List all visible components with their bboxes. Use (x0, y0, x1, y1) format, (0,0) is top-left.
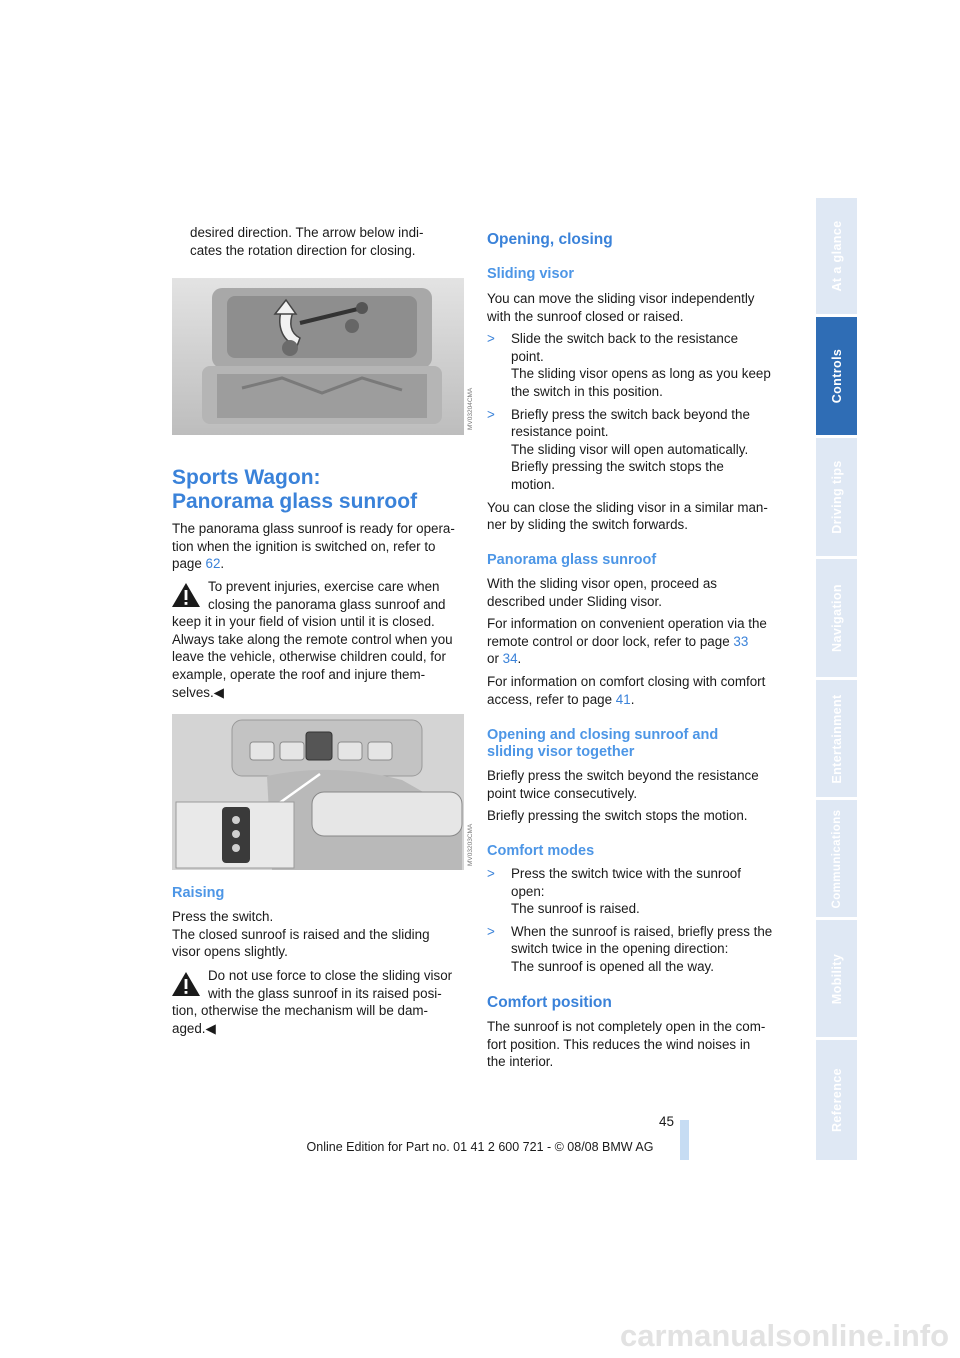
ready-paragraph (172, 520, 472, 573)
text-line: The sliding visor will open automatically. (511, 441, 749, 457)
text-line: ner by sliding the switch forwards. (487, 517, 688, 533)
text-line: tion when the ignition is switched on, refer to (172, 538, 436, 554)
page-link[interactable]: 41 (615, 691, 631, 707)
text-line: Press the switch twice with the sunroof (511, 866, 741, 881)
text-line: aged.◀ (172, 1020, 216, 1036)
tab-label: Communications (830, 809, 843, 908)
opening-closing-heading: Opening, closing (487, 231, 613, 248)
tab-driving-tips[interactable] (816, 438, 857, 556)
tab-label: Driving tips (829, 460, 844, 534)
text-line: Briefly pressing the switch stops the (511, 459, 724, 475)
page-number: 45 (658, 1114, 674, 1129)
text-line: The sunroof is raised. (511, 901, 640, 917)
edition-footer: Online Edition for Part no. 01 41 2 600 721 - © 08/08 BMW AG (306, 1140, 654, 1154)
title-line: Panorama glass sunroof (172, 490, 418, 513)
text-fragment: . (630, 691, 635, 707)
text-line: keep it in your field of vision until it is closed. (172, 614, 435, 630)
comfort-modes-heading: Comfort modes (487, 843, 595, 859)
tab-navigation[interactable] (816, 559, 857, 677)
figure-code: MV03204CMA (467, 387, 474, 430)
title-line: Sports Wagon: (172, 466, 321, 489)
comfort-modes-section (487, 865, 787, 976)
tab-label: At a glance (829, 220, 844, 292)
tab-entertainment[interactable] (816, 680, 857, 797)
bullet-marker: > (487, 923, 495, 939)
tab-controls[interactable] (816, 317, 857, 435)
text-line: selves.◀ (172, 684, 224, 700)
text-fragment: remote control or door lock, refer to page (487, 633, 734, 649)
overhead-console-photo (172, 714, 464, 870)
panorama-sunroof-heading: Panorama glass sunroof (487, 552, 657, 568)
text-line: closing the panorama glass sunroof and (208, 596, 446, 612)
text-line: Press the switch. (172, 909, 274, 924)
text-line: Slide the switch back to the resistance (511, 331, 739, 347)
heading-line: sliding visor together (487, 744, 635, 760)
text-line: With the sliding visor open, proceed as (487, 576, 717, 591)
text-line: desired direction. The arrow below indi- (190, 225, 424, 240)
text-line: with the glass sunroof in its raised posi- (208, 985, 442, 1001)
text-line: resistance point. (511, 424, 609, 440)
text-line (487, 650, 787, 668)
text-fragment: page (172, 556, 206, 572)
text-line: The sunroof is not completely open in the com- (487, 1019, 766, 1034)
section-title (172, 466, 472, 514)
raising-heading: Raising (172, 885, 225, 901)
text-line: You can move the sliding visor independently (487, 291, 755, 306)
sunroof-crank-illustration (172, 278, 464, 435)
text-line: cates the rotation direction for closing. (190, 242, 416, 258)
intro-text (190, 224, 470, 259)
text-line: Do not use force to close the sliding visor (208, 968, 453, 983)
text-line: To prevent injuries, exercise care when (208, 579, 440, 594)
text-line: point twice consecutively. (487, 785, 638, 801)
text-line: tion, otherwise the mechanism will be dam- (172, 1003, 429, 1019)
bullet-marker: > (487, 331, 495, 347)
text-line: The sunroof is opened all the way. (511, 958, 714, 974)
sliding-visor-heading: Sliding visor (487, 266, 575, 282)
text-line: open: (511, 883, 545, 899)
text-line: visor opens slightly. (172, 944, 288, 960)
text-fragment: or (487, 651, 503, 667)
tab-at-a-glance[interactable] (816, 198, 857, 314)
tab-label: Mobility (829, 953, 844, 1004)
together-section (487, 767, 787, 825)
tab-communications[interactable] (816, 800, 857, 917)
text-line: point. (511, 348, 544, 364)
text-line: When the sunroof is raised, briefly press the (511, 923, 773, 939)
comfort-position-heading: Comfort position (487, 994, 612, 1011)
overhead-console-illustration (172, 714, 464, 870)
text-line: For information on comfort closing with comfort (487, 673, 766, 689)
text-fragment: access, refer to page (487, 691, 616, 707)
text-line: Always take along the remote control when you (172, 631, 453, 647)
list-item (487, 330, 787, 400)
text-line: Briefly press the switch back beyond the (511, 406, 750, 422)
warning-text-injuries (172, 578, 472, 701)
tab-label: Reference (829, 1067, 844, 1133)
tab-label: Navigation (829, 584, 844, 652)
text-fragment: . (517, 651, 522, 667)
figure-code: MV03203CMA (467, 823, 474, 866)
tab-mobility[interactable] (816, 920, 857, 1037)
text-line: with the sunroof closed or raised. (487, 308, 684, 324)
text-line (172, 555, 472, 573)
text-line (487, 691, 787, 709)
text-fragment: . (220, 556, 225, 572)
page-link[interactable]: 62 (205, 556, 221, 572)
warning-text-force (172, 967, 472, 1037)
text-line: leave the vehicle, otherwise children could, for (172, 649, 446, 665)
text-line: the interior. (487, 1054, 554, 1070)
tab-label: Entertainment (829, 693, 844, 784)
tab-label: Controls (829, 348, 844, 404)
sunroof-crank-photo (172, 278, 464, 435)
text-line: Briefly press the switch beyond the resistance (487, 768, 759, 783)
watermark: carmanualsonline.info (620, 1318, 950, 1353)
text-line: example, operate the roof and injure them- (172, 666, 426, 682)
text-line: Briefly pressing the switch stops the motion. (487, 808, 748, 824)
list-item (487, 923, 787, 976)
raising-paragraph (172, 908, 472, 961)
text-line: The sliding visor opens as long as you keep (511, 366, 771, 382)
text-line: the switch in this position. (511, 383, 663, 399)
comfort-position-section (487, 1018, 787, 1071)
bullet-marker: > (487, 866, 495, 881)
list-item (487, 406, 787, 494)
text-line: For information on convenient operation via the (487, 616, 767, 632)
text-line: fort position. This reduces the wind noises in (487, 1036, 751, 1052)
text-line: The closed sunroof is raised and the sliding (172, 926, 430, 942)
page-link[interactable]: 33 (733, 633, 749, 649)
text-line: motion. (511, 476, 555, 492)
heading-line: Opening and closing sunroof and (487, 727, 719, 743)
text-line: You can close the sliding visor in a similar man- (487, 499, 768, 515)
text-line: The panorama glass sunroof is ready for opera- (172, 521, 455, 536)
panorama-section (487, 575, 787, 708)
together-heading (487, 727, 787, 761)
text-line: switch twice in the opening direction: (511, 941, 729, 957)
text-line (487, 633, 787, 651)
bullet-marker: > (487, 406, 495, 422)
text-line: described under Sliding visor. (487, 593, 662, 609)
sliding-visor-section (487, 290, 787, 534)
list-item (487, 865, 787, 918)
page-link[interactable]: 34 (502, 651, 518, 667)
